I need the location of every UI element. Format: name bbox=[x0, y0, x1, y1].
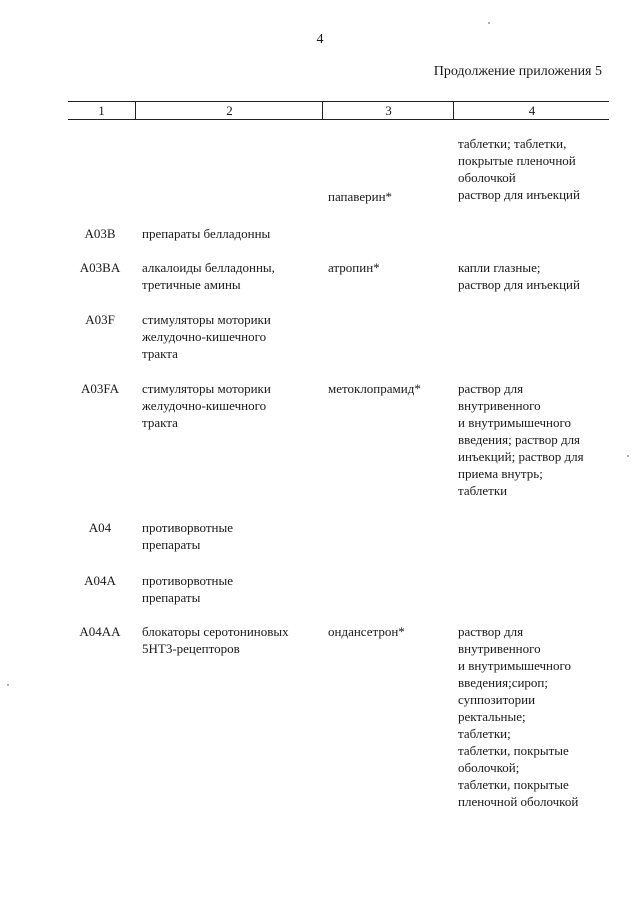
form-line: таблетки bbox=[458, 483, 508, 498]
table-header bbox=[68, 101, 609, 120]
form-line: и внутримышечного bbox=[458, 415, 572, 430]
form-line: покрытые пленочной bbox=[458, 153, 576, 168]
dosage-forms bbox=[458, 380, 608, 499]
page-subtitle: Продолжение приложения 5 bbox=[433, 64, 602, 79]
name-line: стимуляторы моторики bbox=[142, 381, 271, 396]
atc-code: A03BA bbox=[79, 260, 121, 275]
atc-code: A03FA bbox=[80, 381, 120, 396]
form-line: ректальные; bbox=[458, 709, 526, 724]
header-col-1: 1 bbox=[98, 103, 105, 118]
form-line: таблетки; таблетки, bbox=[458, 136, 567, 151]
form-line: раствор для bbox=[458, 381, 524, 396]
name-line: препараты белладонны bbox=[142, 226, 271, 241]
name-line: противорвотные bbox=[142, 573, 233, 588]
form-line: введения;сироп; bbox=[458, 675, 548, 690]
name-line: противорвотные bbox=[142, 520, 233, 535]
name-line: желудочно-кишечного bbox=[142, 398, 267, 413]
group-name bbox=[142, 572, 327, 606]
name-line: препараты bbox=[142, 590, 201, 605]
header-col-3: 3 bbox=[322, 102, 454, 119]
dosage-forms bbox=[458, 259, 608, 293]
scan-speck bbox=[7, 684, 9, 686]
form-line: раствор для инъекций bbox=[458, 187, 580, 202]
form-line: таблетки, покрытые bbox=[458, 743, 569, 758]
form-line: раствор для инъекций bbox=[458, 277, 580, 292]
name-line: алкалоиды белладонны, bbox=[142, 260, 275, 275]
drug-name: ондансетрон* bbox=[328, 624, 405, 639]
atc-code: A04AA bbox=[79, 624, 121, 639]
name-line: желудочно-кишечного bbox=[142, 329, 267, 344]
form-line: внутривенного bbox=[458, 398, 541, 413]
form-line: таблетки; bbox=[458, 726, 511, 741]
name-line: тракта bbox=[142, 346, 178, 361]
form-line: инъекций; раствор для bbox=[458, 449, 584, 464]
name-line: блокаторы серотониновых bbox=[142, 624, 289, 639]
name-line: 5HT3-рецепторов bbox=[142, 641, 240, 656]
atc-code: A03F bbox=[85, 312, 115, 327]
drug-name: папаверин* bbox=[328, 189, 393, 204]
header-col-4: 4 bbox=[453, 102, 610, 119]
group-name bbox=[142, 311, 327, 362]
atc-code: A04A bbox=[84, 573, 116, 588]
drug-name: атропин* bbox=[328, 260, 380, 275]
group-name bbox=[142, 519, 327, 553]
atc-code: A03B bbox=[84, 226, 116, 241]
name-line: препараты bbox=[142, 537, 201, 552]
form-line: оболочкой bbox=[458, 170, 516, 185]
form-line: таблетки, покрытые bbox=[458, 777, 569, 792]
name-line: тракта bbox=[142, 415, 178, 430]
name-line: стимуляторы моторики bbox=[142, 312, 271, 327]
scan-speck bbox=[627, 455, 629, 457]
dosage-forms bbox=[458, 623, 608, 810]
page-number: 4 bbox=[316, 32, 324, 47]
form-line: внутривенного bbox=[458, 641, 541, 656]
atc-code: A04 bbox=[88, 520, 112, 535]
drug-name: метоклопрамид* bbox=[328, 381, 421, 396]
form-line: оболочкой; bbox=[458, 760, 520, 775]
scan-speck bbox=[488, 22, 490, 24]
form-line: приема внутрь; bbox=[458, 466, 543, 481]
form-line: капли глазные; bbox=[458, 260, 541, 275]
name-line: третичные амины bbox=[142, 277, 241, 292]
group-name bbox=[142, 225, 327, 242]
group-name bbox=[142, 259, 327, 293]
group-name bbox=[142, 623, 327, 657]
header-col-2: 2 bbox=[135, 102, 323, 119]
form-line: введения; раствор для bbox=[458, 432, 581, 447]
form-line: пленочной оболочкой bbox=[458, 794, 579, 809]
form-line: раствор для bbox=[458, 624, 524, 639]
form-line: и внутримышечного bbox=[458, 658, 572, 673]
dosage-forms bbox=[458, 135, 608, 203]
group-name bbox=[142, 380, 327, 431]
form-line: суппозитории bbox=[458, 692, 536, 707]
